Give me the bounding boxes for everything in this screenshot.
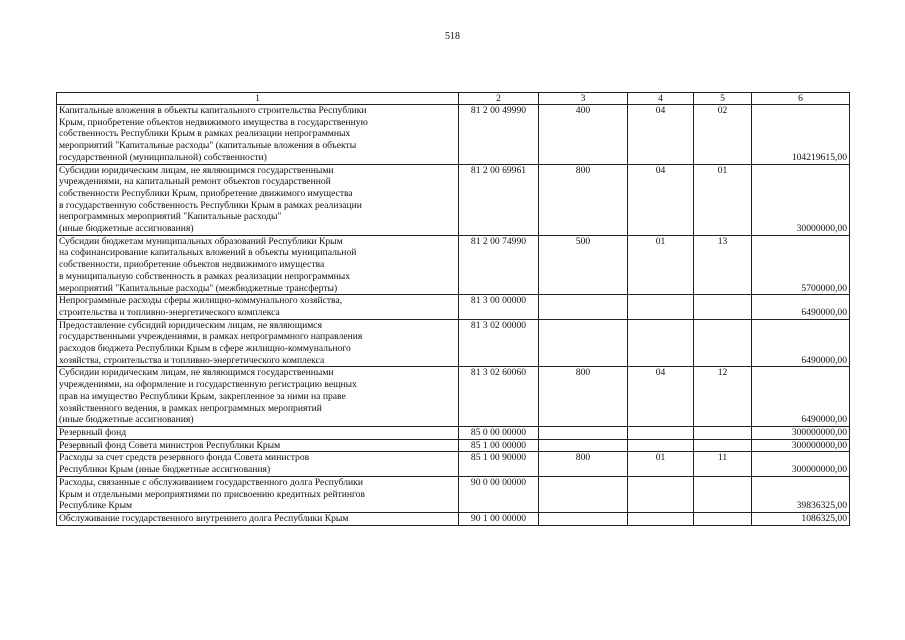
row-amount: 5700000,00 <box>752 235 850 295</box>
row-code: 85 0 00 00000 <box>459 426 539 439</box>
row-amount: 6490000,00 <box>752 319 850 367</box>
row-subsection <box>694 512 752 525</box>
row-amount: 6490000,00 <box>752 295 850 319</box>
row-code: 81 3 02 00000 <box>459 319 539 367</box>
row-subsection <box>694 439 752 452</box>
row-description: Резервный фонд <box>57 426 459 439</box>
budget-table <box>56 92 850 526</box>
row-expense-type: 500 <box>539 235 628 295</box>
row-code: 85 1 00 90000 <box>459 452 539 476</box>
table-row <box>57 295 850 319</box>
row-description: Субсидии бюджетам муниципальных образований Республики Крым на софинансирование капитальных вложений в объекты муниципальной собственности, приобретение объектов недвижимого имущества в муниципальную собственность в рамках реализации непрограммных мероприятий "Капитальные расходы" (межбюджетные трансферты) <box>57 235 459 295</box>
row-section <box>628 476 694 512</box>
row-description: Расходы за счет средств резервного фонда Совета министров Республики Крым (иные бюджетные ассигнования) <box>57 452 459 476</box>
row-expense-type: 800 <box>539 164 628 235</box>
table-row <box>57 426 850 439</box>
table-row <box>57 319 850 367</box>
column-number: 3 <box>539 93 628 105</box>
row-code: 90 0 00 00000 <box>459 476 539 512</box>
row-section: 01 <box>628 452 694 476</box>
table-row <box>57 164 850 235</box>
column-number: 2 <box>459 93 539 105</box>
row-code: 81 2 00 49990 <box>459 105 539 165</box>
column-number-row <box>57 93 850 105</box>
row-amount: 1086325,00 <box>752 512 850 525</box>
row-expense-type <box>539 512 628 525</box>
table-row <box>57 476 850 512</box>
row-amount: 300000000,00 <box>752 452 850 476</box>
row-subsection <box>694 319 752 367</box>
row-amount: 39836325,00 <box>752 476 850 512</box>
table-row <box>57 512 850 525</box>
row-section: 01 <box>628 235 694 295</box>
row-section <box>628 295 694 319</box>
row-subsection <box>694 295 752 319</box>
row-section: 04 <box>628 164 694 235</box>
row-section <box>628 512 694 525</box>
row-description: Капитальные вложения в объекты капитального строительства Республики Крым, приобретение объектов недвижимого имущества в государственную собственность Республики Крым в рамках реализации непрограммных мероприятий "Капитальные расходы" (капитальные вложения в объекты государственной (муниципальной) собственности) <box>57 105 459 165</box>
row-expense-type <box>539 476 628 512</box>
row-code: 85 1 00 00000 <box>459 439 539 452</box>
row-expense-type: 400 <box>539 105 628 165</box>
page-number: 518 <box>445 31 460 42</box>
row-code: 81 2 00 74990 <box>459 235 539 295</box>
row-description: Резервный фонд Совета министров Республики Крым <box>57 439 459 452</box>
column-number: 4 <box>628 93 694 105</box>
row-description: Предоставление субсидий юридическим лицам, не являющимся государственными учреждениями, в рамках непрограммного направления расходов бюджета Республики Крым в сфере жилищно-коммунального хозяйства, строительства и топливно-энергетического комплекса <box>57 319 459 367</box>
row-amount: 300000000,00 <box>752 426 850 439</box>
table-row <box>57 367 850 427</box>
row-code: 81 3 02 60060 <box>459 367 539 427</box>
row-section <box>628 439 694 452</box>
row-section <box>628 319 694 367</box>
row-amount: 104219615,00 <box>752 105 850 165</box>
column-number: 1 <box>57 93 459 105</box>
row-section: 04 <box>628 105 694 165</box>
row-description: Непрограммные расходы сферы жилищно-коммунального хозяйства, строительства и топливно-энергетического комплекса <box>57 295 459 319</box>
row-expense-type: 800 <box>539 452 628 476</box>
table-body <box>57 93 850 526</box>
row-section <box>628 426 694 439</box>
row-amount: 6490000,00 <box>752 367 850 427</box>
row-amount: 30000000,00 <box>752 164 850 235</box>
table-row <box>57 235 850 295</box>
row-amount: 300000000,00 <box>752 439 850 452</box>
row-subsection: 12 <box>694 367 752 427</box>
row-subsection: 11 <box>694 452 752 476</box>
row-description: Субсидии юридическим лицам, не являющимся государственными учреждениями, на оформление и государственную регистрацию вещных прав на имущество Республики Крым, закрепленное за ними на праве хозяйственного ведения, в рамках непрограммных мероприятий (иные бюджетные ассигнования) <box>57 367 459 427</box>
row-description: Субсидии юридическим лицам, не являющимся государственными учреждениями, на капитальный ремонт объектов государственной собственности Республики Крым, приобретение движимого имущества в государственную собственность Республики Крым в рамках реализации непрограммных мероприятий "Капитальные расходы" (иные бюджетные ассигнования) <box>57 164 459 235</box>
row-expense-type <box>539 319 628 367</box>
row-expense-type <box>539 426 628 439</box>
row-subsection: 13 <box>694 235 752 295</box>
column-number: 6 <box>752 93 850 105</box>
row-subsection: 02 <box>694 105 752 165</box>
table-row <box>57 452 850 476</box>
table-row <box>57 105 850 165</box>
row-description: Обслуживание государственного внутреннего долга Республики Крым <box>57 512 459 525</box>
row-subsection: 01 <box>694 164 752 235</box>
row-expense-type: 800 <box>539 367 628 427</box>
row-subsection <box>694 426 752 439</box>
row-subsection <box>694 476 752 512</box>
row-expense-type <box>539 295 628 319</box>
row-code: 81 3 00 00000 <box>459 295 539 319</box>
row-expense-type <box>539 439 628 452</box>
row-code: 81 2 00 69961 <box>459 164 539 235</box>
table-row <box>57 439 850 452</box>
row-section: 04 <box>628 367 694 427</box>
row-code: 90 1 00 00000 <box>459 512 539 525</box>
row-description: Расходы, связанные с обслуживанием государственного долга Республики Крым и отдельными мероприятиями по присвоению кредитных рейтингов Республике Крым <box>57 476 459 512</box>
column-number: 5 <box>694 93 752 105</box>
